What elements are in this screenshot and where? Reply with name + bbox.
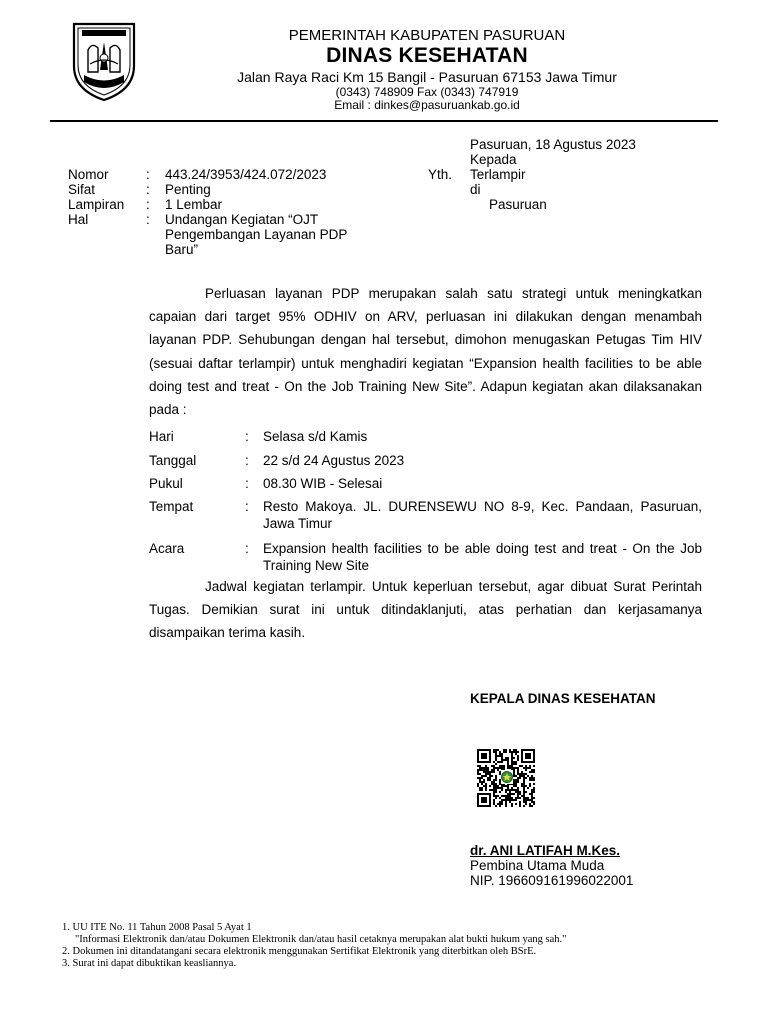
to-label: Kepada [470,152,517,167]
meta-colon: : [146,197,150,212]
recipient: Terlampir [470,167,526,182]
detail-label: Pukul [149,476,183,491]
meta-value: Penting [165,182,211,197]
detail-colon: : [245,476,249,491]
meta-colon: : [146,182,150,197]
qr-code-signature-icon [476,749,546,809]
detail-value: Expansion health facilities to be able doing test and treat - On the Job Training New Site [263,541,702,573]
footnote-2: 2. Dokumen ini ditandatangani secara elektronik menggunakan Sertifikat Elektronik yang diterbitkan oleh BSrE. [62,946,537,957]
footnote-1-quote: "Informasi Elektronik dan/atau Dokumen Elektronik dan/atau hasil cetaknya merupakan alat bukti hukum yang sah." [75,934,567,945]
meta-label: Hal [68,212,89,227]
office-phone-fax: (0343) 748909 Fax (0343) 747919 [335,85,519,99]
recipient-location: Pasuruan [489,197,547,212]
signature-title: KEPALA DINAS KESEHATAN [470,691,656,706]
detail-label: Tanggal [149,453,197,468]
body-paragraph-2: Jadwal kegiatan terlampir. Untuk keperluan tersebut, agar dibuat Surat Perintah Tugas. Demikian surat ini untuk ditindaklanjuti, atas perhatian dan kerjasamanya disampaikan terima kasih. [149,579,702,641]
detail-colon: : [245,499,249,514]
detail-value: 08.30 WIB - Selesai [263,476,383,491]
meta-colon: : [146,212,150,227]
yth-label: Yth. [428,167,453,182]
signatory-nip: NIP. 196609161996022001 [470,873,634,888]
meta-value: 443.24/3953/424.072/2023 [165,167,327,182]
meta-colon: : [146,167,150,182]
meta-label: Nomor [68,167,109,182]
office-email: Email : dinkes@pasuruankab.go.id [334,98,520,112]
detail-label: Acara [149,541,185,556]
footnote-1: 1. UU ITE No. 11 Tahun 2008 Pasal 5 Ayat 1 [62,922,252,933]
detail-label: Hari [149,429,174,444]
signatory-name: dr. ANI LATIFAH M.Kes. [470,843,621,858]
body-paragraph-1: Perluasan layanan PDP merupakan salah satu strategi untuk meningkatkan capaian dari target 95% ODHIV on ARV, perluasan ini dilakukan dengan menambah layanan PDP. Sehubungan dengan hal tersebut, dimohon menugaskan Petugas Tim HIV (sesuai daftar terlampir) untuk menghadiri kegiatan “Expansion health facilities to be able doing test and treat - On the Job Training New Site”. Adapun kegiatan akan dilaksanakan pada : [149,286,702,418]
detail-value: Resto Makoya. JL. DURENSEWU NO 8-9, Kec. Pandaan, Pasuruan, Jawa Timur [263,499,702,531]
regency-crest-logo [70,20,138,102]
meta-value: 1 Lembar [165,197,223,212]
meta-value: Undangan Kegiatan “OJT Pengembangan Layanan PDP Baru” [165,212,348,257]
letterhead-divider [50,120,718,122]
detail-value: Selasa s/d Kamis [263,429,368,444]
detail-colon: : [245,453,249,468]
office-address: Jalan Raya Raci Km 15 Bangil - Pasuruan 67153 Jawa Timur [237,69,617,85]
government-name: PEMERINTAH KABUPATEN PASURUAN [288,27,566,44]
di-label: di [470,182,481,197]
detail-colon: : [245,541,249,556]
place-date: Pasuruan, 18 Agustus 2023 [470,137,636,152]
department-name: DINAS KESEHATAN [326,44,528,67]
signatory-rank: Pembina Utama Muda [470,858,605,873]
detail-colon: : [245,429,249,444]
meta-label: Lampiran [68,197,125,212]
detail-value: 22 s/d 24 Agustus 2023 [263,453,405,468]
footnote-3: 3. Surat ini dapat dibuktikan keasliannya. [62,958,237,969]
meta-label: Sifat [68,182,96,197]
detail-label: Tempat [149,499,194,514]
